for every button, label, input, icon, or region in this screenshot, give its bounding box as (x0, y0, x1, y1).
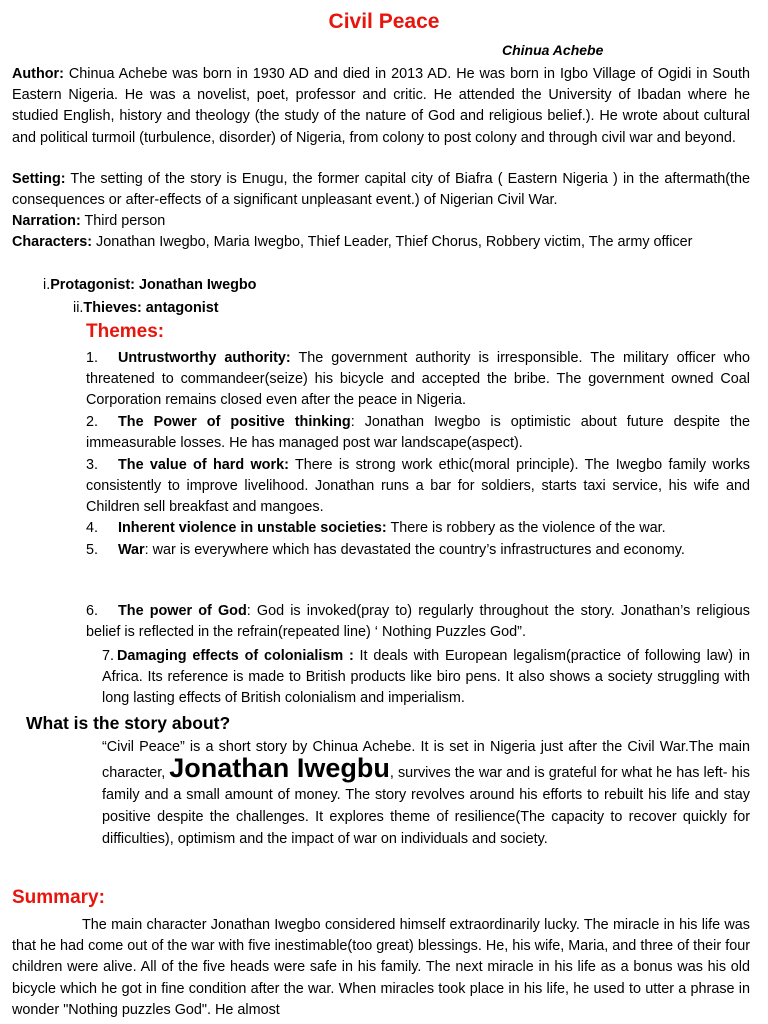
theme-item (86, 412, 750, 454)
narration-label: Narration: (12, 213, 81, 229)
theme-item (86, 518, 750, 539)
theme-text: There is strong work ethic(moral principle). The Iwegbo family works consistently to improve livelihood. Jonathan runs a bar for soldiers, starts taxi service, his wife and Children sell breakfast and mangoes. (86, 457, 750, 516)
theme-item (86, 540, 750, 561)
summary-paragraph: The main character Jonathan Iwegbo considered himself extraordinarily lucky. The miracle in his life was that he had come out of the war with five inestimable(too great) blessings. He, his wife, Maria, and three of their four children were alive. All of the five heads were safe in his family. The next miracle in his life as a bonus was his old bicycle which he got in fine condition after the war. When miracles took place in his life, he used to utter a phrase in wonder "Nothing puzzles God". He almost (12, 917, 750, 1018)
theme-text: It deals with European legalism(practice of following law) in Africa. Its reference is made to British products like biro pens. It also shows a society struggling with long lasting effects of British colonialism and imperialism. (102, 648, 750, 707)
document-title: Civil Peace (328, 10, 440, 33)
setting-paragraph (12, 169, 750, 211)
story-paragraph (102, 736, 750, 850)
theme-item (86, 348, 750, 412)
author-text: Chinua Achebe was born in 1930 AD and died in 2013 AD. He was born in Igbo Village of Ogidi in South Eastern Nigeria. He was a novelist, poet, professor and critic. He attended the University of Ibadan where he studied English, history and theology (the study of the nature of God and religious belief.). He wrote about cultural and political turmoil (turbulence, disorder) of Nigeria, from colony to post colony and through civil war and beyond. (12, 66, 750, 146)
theme-number: 6. (86, 603, 99, 619)
theme-number: 7. (102, 648, 115, 664)
summary-heading: Summary: (12, 887, 105, 908)
setting-label: Setting: (12, 171, 66, 187)
author-byline: Chinua Achebe (502, 42, 604, 58)
theme-number: 5. (86, 542, 99, 558)
role-item (73, 298, 219, 319)
theme-item (102, 646, 750, 710)
theme-title: The value of hard work: (118, 457, 289, 473)
role-item (43, 275, 256, 296)
narration-line (12, 211, 750, 232)
characters-text: Jonathan Iwegbo, Maria Iwegbo, Thief Leader, Thief Chorus, Robbery victim, The army officer (92, 234, 693, 250)
theme-title: The Power of positive thinking (118, 414, 351, 430)
theme-title: Untrustworthy authority: (118, 350, 291, 366)
theme-number: 4. (86, 520, 99, 536)
theme-text: The government authority is irresponsible. The military officer who threatened to commandeer(seize) his bicycle and accepted the bribe. The government owned Coal Corporation remains closed even after the peace in Nigeria. (86, 350, 750, 409)
theme-number: 1. (86, 350, 99, 366)
theme-text: : war is everywhere which has devastated the country’s infrastructures and economy. (144, 542, 685, 558)
theme-item (86, 455, 750, 519)
story-text-after: , survives the war and is grateful for what he has left- his family and a small amount of money. The story revolves around his efforts to rebuilt his life and stay positive despite the challenges. It explores theme of resilience(The capacity to recover quickly for difficulties), optimism and the impact of war on individuals and society. (102, 765, 750, 847)
main-character-name: Jonathan Iwegbu (169, 753, 390, 783)
theme-title: War (118, 542, 145, 558)
theme-number: 2. (86, 414, 99, 430)
theme-title: Damaging effects of colonialism : (117, 648, 354, 664)
themes-heading: Themes: (86, 321, 165, 342)
theme-title: The power of God (118, 603, 247, 619)
story-heading: What is the story about? (26, 713, 231, 733)
theme-item (86, 601, 750, 643)
author-paragraph (12, 64, 750, 149)
theme-text: There is robbery as the violence of the war. (386, 520, 666, 536)
theme-title: Inherent violence in unstable societies: (118, 520, 387, 536)
role-text: Protagonist: Jonathan Iwegbo (50, 277, 257, 293)
theme-number: 3. (86, 457, 99, 473)
author-label: Author: (12, 66, 64, 82)
theme-text: : God is invoked(pray to) regularly throughout the story. Jonathan’s religious belief is reflected in the refrain(repeated line) ‘ Nothing Puzzles God”. (86, 603, 750, 641)
theme-text: : Jonathan Iwegbo is optimistic about future despite the immeasurable losses. He has managed post war landscape(aspect). (86, 414, 751, 452)
story-text-before: “Civil Peace” is a short story by Chinua Achebe. It is set in Nigeria just after the Civil War.The main character, (102, 739, 750, 781)
role-number: ii. (73, 300, 84, 316)
setting-text: The setting of the story is Enugu, the former capital city of Biafra ( Eastern Nigeria ) in the aftermath(the consequences or after-effects of a significant unpleasant event.) of Nigerian Civil War. (12, 171, 750, 209)
characters-label: Characters: (12, 234, 92, 250)
characters-paragraph (12, 232, 750, 253)
narration-text: Third person (80, 213, 166, 229)
role-number: i. (43, 277, 51, 293)
role-text: Thieves: antagonist (83, 300, 219, 316)
